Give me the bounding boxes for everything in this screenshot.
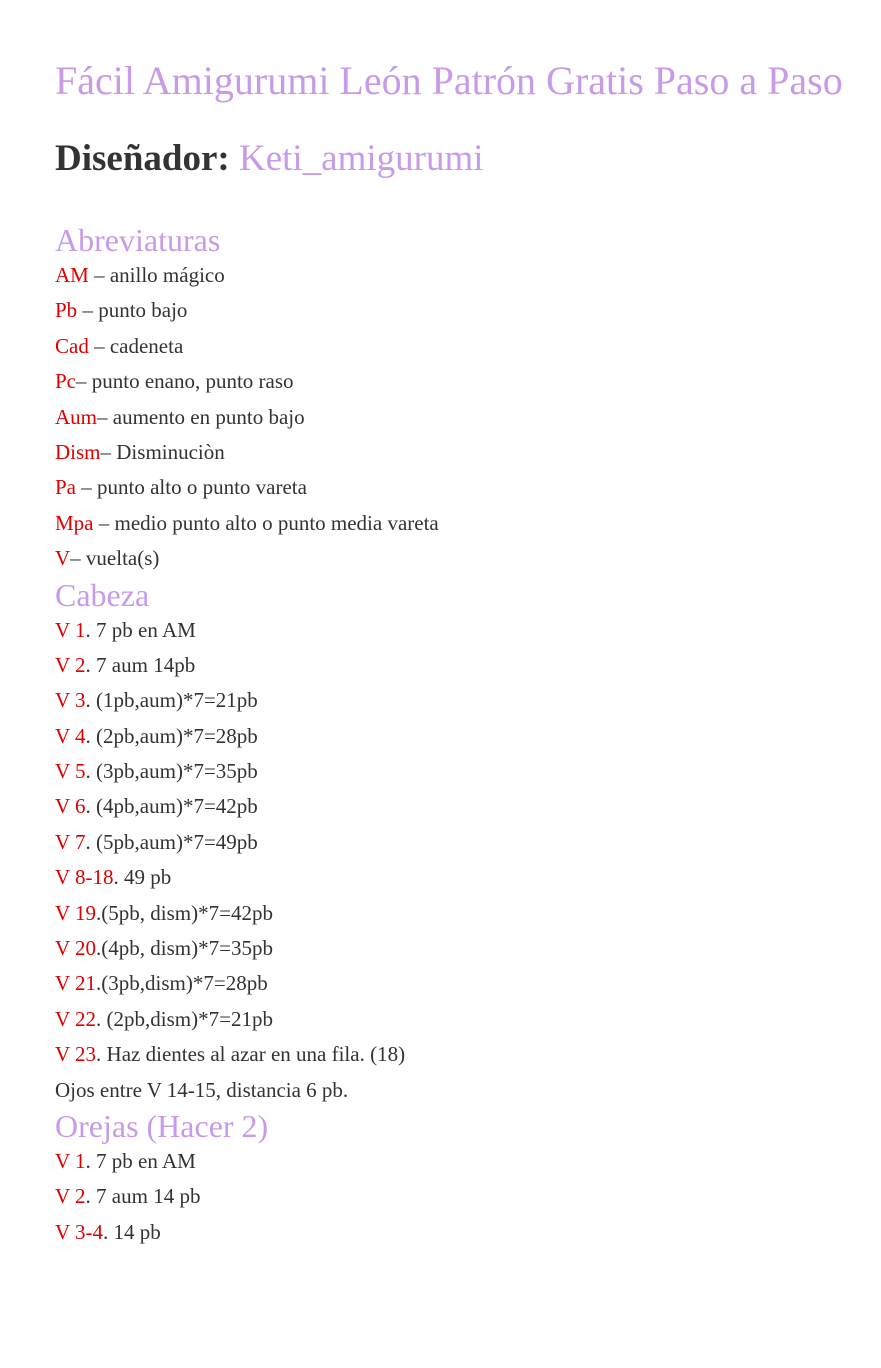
- page-title: Fácil Amigurumi León Patrón Gratis Paso a Paso: [55, 58, 843, 103]
- round-instruction: .(3pb,dism)*7=28pb: [96, 971, 268, 996]
- pattern-row: [55, 683, 845, 718]
- abbreviation-term: Mpa: [55, 510, 94, 535]
- round-instruction: . 7 aum 14 pb: [85, 1184, 201, 1209]
- abbreviation-definition: – punto enano, punto raso: [76, 369, 294, 394]
- pattern-row: [55, 648, 845, 683]
- round-number: V 23: [55, 1042, 97, 1067]
- round-number: V 3: [55, 688, 86, 713]
- list-item: [55, 364, 845, 399]
- abbreviation-definition: – punto alto o punto vareta: [76, 475, 307, 500]
- round-number: V 1: [55, 617, 86, 642]
- round-instruction: . (5pb,aum)*7=49pb: [85, 829, 258, 854]
- round-number: V 8-18: [55, 865, 114, 890]
- round-instruction: . (2pb,dism)*7=21pb: [96, 1006, 273, 1031]
- pattern-row: [55, 789, 845, 824]
- list-item: [55, 258, 845, 293]
- abbreviation-term: Cad: [55, 333, 89, 358]
- round-instruction: . 7 pb en AM: [85, 617, 196, 642]
- list-item: [55, 506, 845, 541]
- round-number: V 5: [55, 759, 86, 784]
- pattern-row: [55, 1215, 845, 1250]
- round-number: V 4: [55, 723, 86, 748]
- article: [55, 56, 845, 1250]
- round-number: V 7: [55, 829, 86, 854]
- round-instruction: . (1pb,aum)*7=21pb: [85, 688, 258, 713]
- eyes-note: Ojos entre V 14-15, distancia 6 pb.: [55, 1077, 349, 1102]
- round-number: V 1: [55, 1148, 86, 1173]
- pattern-row: [55, 1179, 845, 1214]
- list-item: [55, 293, 845, 328]
- round-instruction: . 14 pb: [103, 1219, 161, 1244]
- pattern-row: [55, 754, 845, 789]
- list-item: [55, 470, 845, 505]
- designer-name: Keti_amigurumi: [238, 138, 484, 179]
- round-instruction: .(4pb, dism)*7=35pb: [96, 936, 273, 961]
- abbreviation-definition: – medio punto alto o punto media vareta: [93, 510, 439, 535]
- round-number: V 6: [55, 794, 86, 819]
- pattern-row: [55, 1037, 845, 1072]
- pattern-row: [55, 966, 845, 1001]
- abbreviation-term: Aum: [55, 404, 97, 429]
- round-instruction: . (4pb,aum)*7=42pb: [85, 794, 258, 819]
- abbreviation-term: V: [55, 546, 71, 571]
- pattern-row: [55, 931, 845, 966]
- round-instruction: . (2pb,aum)*7=28pb: [85, 723, 258, 748]
- pattern-row: [55, 719, 845, 754]
- ears-pattern-list: [55, 1144, 845, 1250]
- list-item: [55, 541, 845, 576]
- pattern-row: [55, 1144, 845, 1179]
- round-instruction: . Haz dientes al azar en una fila. (18): [96, 1042, 406, 1067]
- abbreviation-term: Pa: [55, 475, 76, 500]
- abbreviation-definition: – cadeneta: [88, 333, 184, 358]
- pattern-row: [55, 896, 845, 931]
- ears-heading: Orejas (Hacer 2): [55, 1107, 269, 1144]
- list-item: [55, 329, 845, 364]
- round-number: V 2: [55, 652, 86, 677]
- round-number: V 22: [55, 1006, 97, 1031]
- designer-label: Diseñador:: [55, 138, 230, 179]
- abbreviation-term: AM: [55, 263, 89, 287]
- designer-line: [55, 136, 845, 182]
- head-heading: Cabeza: [55, 576, 150, 613]
- abbreviation-definition: – aumento en punto bajo: [97, 404, 305, 429]
- round-instruction: . 49 pb: [113, 865, 172, 890]
- list-item: [55, 400, 845, 435]
- round-number: V 19: [55, 900, 97, 925]
- abbreviation-definition: – anillo mágico: [88, 263, 225, 287]
- round-instruction: .(5pb, dism)*7=42pb: [96, 900, 273, 925]
- pattern-row: [55, 825, 845, 860]
- abbreviation-definition: – punto bajo: [77, 298, 188, 323]
- abbreviation-term: Dism: [55, 439, 101, 464]
- abbreviations-heading: Abreviaturas: [55, 222, 221, 258]
- list-item: [55, 435, 845, 470]
- abbreviation-term: Pc: [55, 369, 76, 394]
- round-number: V 20: [55, 936, 97, 961]
- round-instruction: . 7 pb en AM: [85, 1148, 196, 1173]
- round-instruction: . (3pb,aum)*7=35pb: [85, 759, 258, 784]
- head-pattern-list: [55, 613, 845, 1108]
- round-instruction: . 7 aum 14pb: [85, 652, 196, 677]
- abbreviations-list: [55, 258, 845, 577]
- pattern-row: [55, 860, 845, 895]
- abbreviation-definition: – vuelta(s): [70, 546, 160, 571]
- round-number: V 21: [55, 971, 97, 996]
- pattern-row: [55, 613, 845, 648]
- abbreviation-term: Pb: [55, 298, 78, 323]
- abbreviation-definition: – Disminuciòn: [100, 439, 225, 464]
- round-number: V 3-4: [55, 1219, 104, 1244]
- pattern-row: [55, 1002, 845, 1037]
- round-number: V 2: [55, 1184, 86, 1209]
